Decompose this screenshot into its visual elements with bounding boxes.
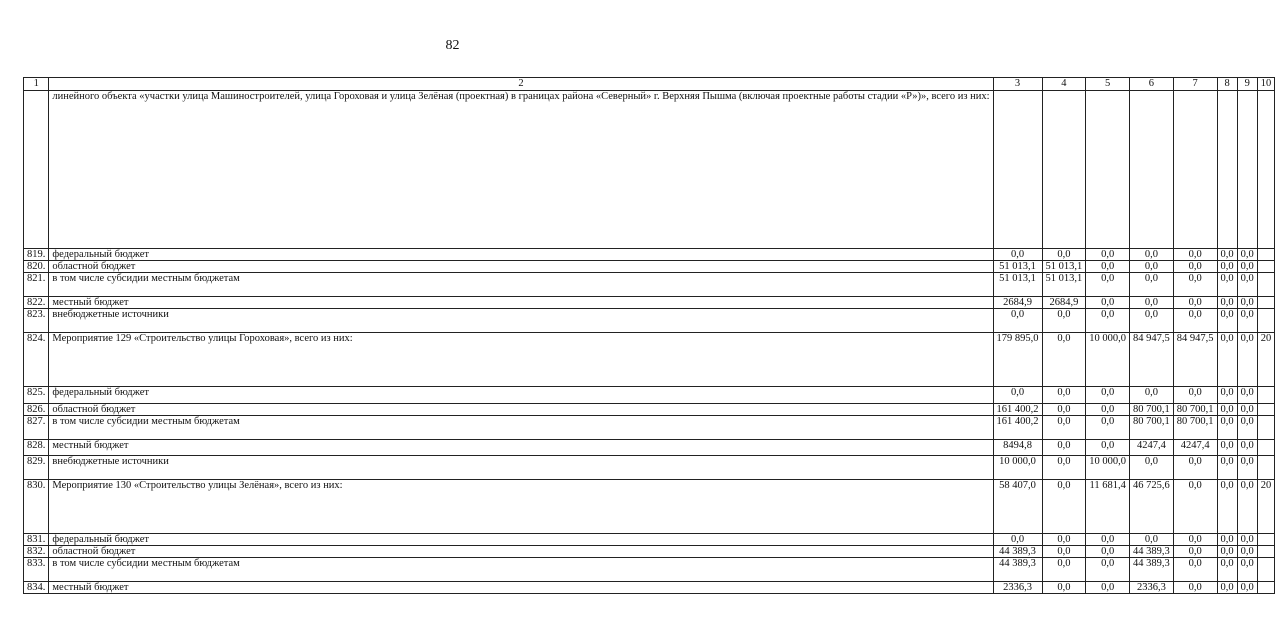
value-cell: 0,0: [1042, 387, 1086, 404]
value-cell: 0,0: [1173, 534, 1217, 546]
value-cell: 44 389,3: [1130, 558, 1174, 582]
value-cell: 0,0: [1086, 416, 1130, 440]
row-label-cell: Мероприятие 129 «Строительство улицы Гороховая», всего из них:: [49, 333, 993, 387]
row-label-cell: местный бюджет: [49, 582, 993, 594]
value-cell: 0,0: [1237, 440, 1257, 456]
value-cell: 0,0: [1217, 558, 1237, 582]
value-cell: 179 895,0: [993, 333, 1042, 387]
column-header: 3: [993, 78, 1042, 91]
value-cell: 51 013,1: [993, 273, 1042, 297]
row-label-cell: областной бюджет: [49, 546, 993, 558]
value-cell: [1042, 91, 1086, 249]
row-number-cell: 821.: [24, 273, 49, 297]
value-cell: 0,0: [1086, 297, 1130, 309]
value-cell: 10 000,0: [1086, 456, 1130, 480]
value-cell: [1257, 416, 1275, 440]
value-cell: 46 725,6: [1130, 480, 1174, 534]
value-cell: 0,0: [1086, 534, 1130, 546]
value-cell: 0,0: [1173, 297, 1217, 309]
value-cell: 0,0: [1237, 558, 1257, 582]
row-label-cell: в том числе субсидии местным бюджетам: [49, 273, 993, 297]
row-number-cell: 826.: [24, 404, 49, 416]
table-row: [24, 333, 1275, 387]
value-cell: 0,0: [1042, 440, 1086, 456]
value-cell: 80 700,1: [1173, 416, 1217, 440]
value-cell: 0,0: [1173, 309, 1217, 333]
value-cell: [1257, 273, 1275, 297]
value-cell: 0,0: [1217, 456, 1237, 480]
value-cell: 0,0: [1237, 297, 1257, 309]
value-cell: 0,0: [1130, 249, 1174, 261]
value-cell: [1217, 91, 1237, 249]
row-label-cell: федеральный бюджет: [49, 534, 993, 546]
value-cell: 0,0: [1173, 249, 1217, 261]
value-cell: 20: [1257, 333, 1275, 387]
value-cell: 0,0: [1173, 456, 1217, 480]
value-cell: 0,0: [1237, 480, 1257, 534]
value-cell: 51 013,1: [993, 261, 1042, 273]
value-cell: 0,0: [1130, 387, 1174, 404]
table-row: [24, 582, 1275, 594]
value-cell: 0,0: [1042, 534, 1086, 546]
value-cell: 0,0: [1042, 480, 1086, 534]
value-cell: 0,0: [1217, 387, 1237, 404]
value-cell: 0,0: [1042, 333, 1086, 387]
value-cell: 0,0: [1237, 582, 1257, 594]
value-cell: [1257, 249, 1275, 261]
value-cell: 44 389,3: [993, 546, 1042, 558]
value-cell: 0,0: [1042, 249, 1086, 261]
value-cell: 0,0: [1086, 558, 1130, 582]
value-cell: [1257, 261, 1275, 273]
value-cell: 0,0: [993, 387, 1042, 404]
value-cell: 0,0: [993, 309, 1042, 333]
value-cell: 0,0: [1237, 546, 1257, 558]
value-cell: [1130, 91, 1174, 249]
value-cell: 0,0: [1130, 456, 1174, 480]
value-cell: 0,0: [1086, 273, 1130, 297]
value-cell: 0,0: [1042, 558, 1086, 582]
value-cell: 0,0: [1086, 440, 1130, 456]
value-cell: 51 013,1: [1042, 261, 1086, 273]
page-number: 82: [445, 38, 460, 53]
table-row: [24, 297, 1275, 309]
value-cell: 0,0: [1217, 480, 1237, 534]
value-cell: 0,0: [1217, 404, 1237, 416]
value-cell: 58 407,0: [993, 480, 1042, 534]
row-number-cell: 829.: [24, 456, 49, 480]
row-label-cell: в том числе субсидии местным бюджетам: [49, 416, 993, 440]
value-cell: 51 013,1: [1042, 273, 1086, 297]
value-cell: 0,0: [1173, 558, 1217, 582]
table-row: [24, 261, 1275, 273]
column-header: 4: [1042, 78, 1086, 91]
table-row: [24, 416, 1275, 440]
value-cell: [1257, 309, 1275, 333]
value-cell: 0,0: [1130, 273, 1174, 297]
value-cell: 0,0: [1217, 440, 1237, 456]
value-cell: 0,0: [1217, 582, 1237, 594]
value-cell: 0,0: [1042, 309, 1086, 333]
value-cell: [1257, 404, 1275, 416]
value-cell: 0,0: [1237, 333, 1257, 387]
row-number-cell: [24, 91, 49, 249]
value-cell: 20: [1257, 480, 1275, 534]
value-cell: 0,0: [1217, 261, 1237, 273]
column-header: 6: [1130, 78, 1174, 91]
table-row: [24, 558, 1275, 582]
value-cell: [1086, 91, 1130, 249]
row-label-cell: местный бюджет: [49, 297, 993, 309]
table-row: [24, 546, 1275, 558]
value-cell: 0,0: [1086, 582, 1130, 594]
value-cell: 161 400,2: [993, 404, 1042, 416]
column-header: 5: [1086, 78, 1130, 91]
value-cell: 0,0: [1217, 249, 1237, 261]
row-number-cell: 824.: [24, 333, 49, 387]
table-row: [24, 387, 1275, 404]
value-cell: 0,0: [1042, 582, 1086, 594]
table-row: [24, 480, 1275, 534]
value-cell: 0,0: [993, 249, 1042, 261]
table-row: [24, 273, 1275, 297]
value-cell: [1257, 582, 1275, 594]
value-cell: 4247,4: [1130, 440, 1174, 456]
value-cell: 0,0: [1173, 261, 1217, 273]
value-cell: 0,0: [1217, 273, 1237, 297]
column-header: 1: [24, 78, 49, 91]
table-row: [24, 404, 1275, 416]
row-number-cell: 825.: [24, 387, 49, 404]
value-cell: 0,0: [1237, 456, 1257, 480]
value-cell: 0,0: [993, 534, 1042, 546]
row-number-cell: 830.: [24, 480, 49, 534]
value-cell: [1257, 387, 1275, 404]
value-cell: 0,0: [1237, 273, 1257, 297]
value-cell: 0,0: [1237, 534, 1257, 546]
value-cell: [1257, 297, 1275, 309]
value-cell: 0,0: [1042, 416, 1086, 440]
row-label-cell: областной бюджет: [49, 261, 993, 273]
value-cell: 0,0: [1173, 546, 1217, 558]
table-row: [24, 534, 1275, 546]
value-cell: 0,0: [1217, 546, 1237, 558]
value-cell: 4247,4: [1173, 440, 1217, 456]
value-cell: 0,0: [1042, 456, 1086, 480]
table-row: [24, 456, 1275, 480]
value-cell: 0,0: [1130, 261, 1174, 273]
value-cell: 0,0: [1237, 249, 1257, 261]
value-cell: [1257, 456, 1275, 480]
value-cell: [1257, 558, 1275, 582]
value-cell: 0,0: [1217, 416, 1237, 440]
value-cell: 0,0: [1130, 534, 1174, 546]
value-cell: [1237, 91, 1257, 249]
value-cell: 0,0: [1042, 546, 1086, 558]
row-number-cell: 828.: [24, 440, 49, 456]
row-label-cell: внебюджетные источники: [49, 309, 993, 333]
value-cell: [1257, 91, 1275, 249]
value-cell: 8494,8: [993, 440, 1042, 456]
value-cell: 0,0: [1086, 387, 1130, 404]
value-cell: [1173, 91, 1217, 249]
value-cell: 0,0: [1237, 261, 1257, 273]
value-cell: 0,0: [1217, 534, 1237, 546]
row-number-cell: 823.: [24, 309, 49, 333]
value-cell: 0,0: [1130, 297, 1174, 309]
table-row: [24, 249, 1275, 261]
row-number-cell: 820.: [24, 261, 49, 273]
value-cell: 0,0: [1086, 261, 1130, 273]
column-header: 10: [1257, 78, 1275, 91]
value-cell: [993, 91, 1042, 249]
value-cell: 0,0: [1042, 404, 1086, 416]
value-cell: 84 947,5: [1130, 333, 1174, 387]
value-cell: 161 400,2: [993, 416, 1042, 440]
row-number-cell: 827.: [24, 416, 49, 440]
table-row: [24, 440, 1275, 456]
value-cell: 0,0: [1217, 333, 1237, 387]
value-cell: 80 700,1: [1130, 404, 1174, 416]
column-header: 7: [1173, 78, 1217, 91]
row-number-cell: 832.: [24, 546, 49, 558]
value-cell: 2336,3: [1130, 582, 1174, 594]
value-cell: 0,0: [1173, 273, 1217, 297]
row-label-cell: линейного объекта «участки улица Машиностроителей, улица Гороховая и улица Зелёная (проектная) в границах района «Северный» г. Верхняя Пышма (включая проектные работы стадии «Р»)», всего из них:: [49, 91, 993, 249]
value-cell: 0,0: [1217, 309, 1237, 333]
value-cell: [1257, 534, 1275, 546]
column-header: 8: [1217, 78, 1237, 91]
continuation-row: [24, 91, 1275, 249]
value-cell: 0,0: [1237, 387, 1257, 404]
value-cell: 2684,9: [993, 297, 1042, 309]
row-number-cell: 822.: [24, 297, 49, 309]
value-cell: 0,0: [1217, 297, 1237, 309]
row-label-cell: федеральный бюджет: [49, 249, 993, 261]
row-label-cell: федеральный бюджет: [49, 387, 993, 404]
value-cell: 10 000,0: [1086, 333, 1130, 387]
value-cell: [1257, 440, 1275, 456]
value-cell: 0,0: [1173, 387, 1217, 404]
table-header-row: [24, 78, 1275, 91]
row-number-cell: 833.: [24, 558, 49, 582]
value-cell: 0,0: [1086, 249, 1130, 261]
value-cell: [1257, 546, 1275, 558]
budget-table: [23, 77, 1275, 594]
value-cell: 84 947,5: [1173, 333, 1217, 387]
value-cell: 44 389,3: [993, 558, 1042, 582]
row-number-cell: 834.: [24, 582, 49, 594]
value-cell: 2336,3: [993, 582, 1042, 594]
value-cell: 0,0: [1237, 309, 1257, 333]
row-number-cell: 819.: [24, 249, 49, 261]
value-cell: 80 700,1: [1173, 404, 1217, 416]
row-number-cell: 831.: [24, 534, 49, 546]
column-header: 2: [49, 78, 993, 91]
value-cell: 2684,9: [1042, 297, 1086, 309]
value-cell: 44 389,3: [1130, 546, 1174, 558]
value-cell: 0,0: [1130, 309, 1174, 333]
row-label-cell: внебюджетные источники: [49, 456, 993, 480]
value-cell: 0,0: [1086, 404, 1130, 416]
table-row: [24, 309, 1275, 333]
row-label-cell: местный бюджет: [49, 440, 993, 456]
row-label-cell: областной бюджет: [49, 404, 993, 416]
value-cell: 80 700,1: [1130, 416, 1174, 440]
value-cell: 0,0: [1086, 546, 1130, 558]
value-cell: 10 000,0: [993, 456, 1042, 480]
column-header: 9: [1237, 78, 1257, 91]
value-cell: 0,0: [1237, 404, 1257, 416]
value-cell: 0,0: [1086, 309, 1130, 333]
value-cell: 0,0: [1173, 582, 1217, 594]
value-cell: 0,0: [1237, 416, 1257, 440]
row-label-cell: Мероприятие 130 «Строительство улицы Зелёная», всего из них:: [49, 480, 993, 534]
row-label-cell: в том числе субсидии местным бюджетам: [49, 558, 993, 582]
value-cell: 0,0: [1173, 480, 1217, 534]
value-cell: 11 681,4: [1086, 480, 1130, 534]
